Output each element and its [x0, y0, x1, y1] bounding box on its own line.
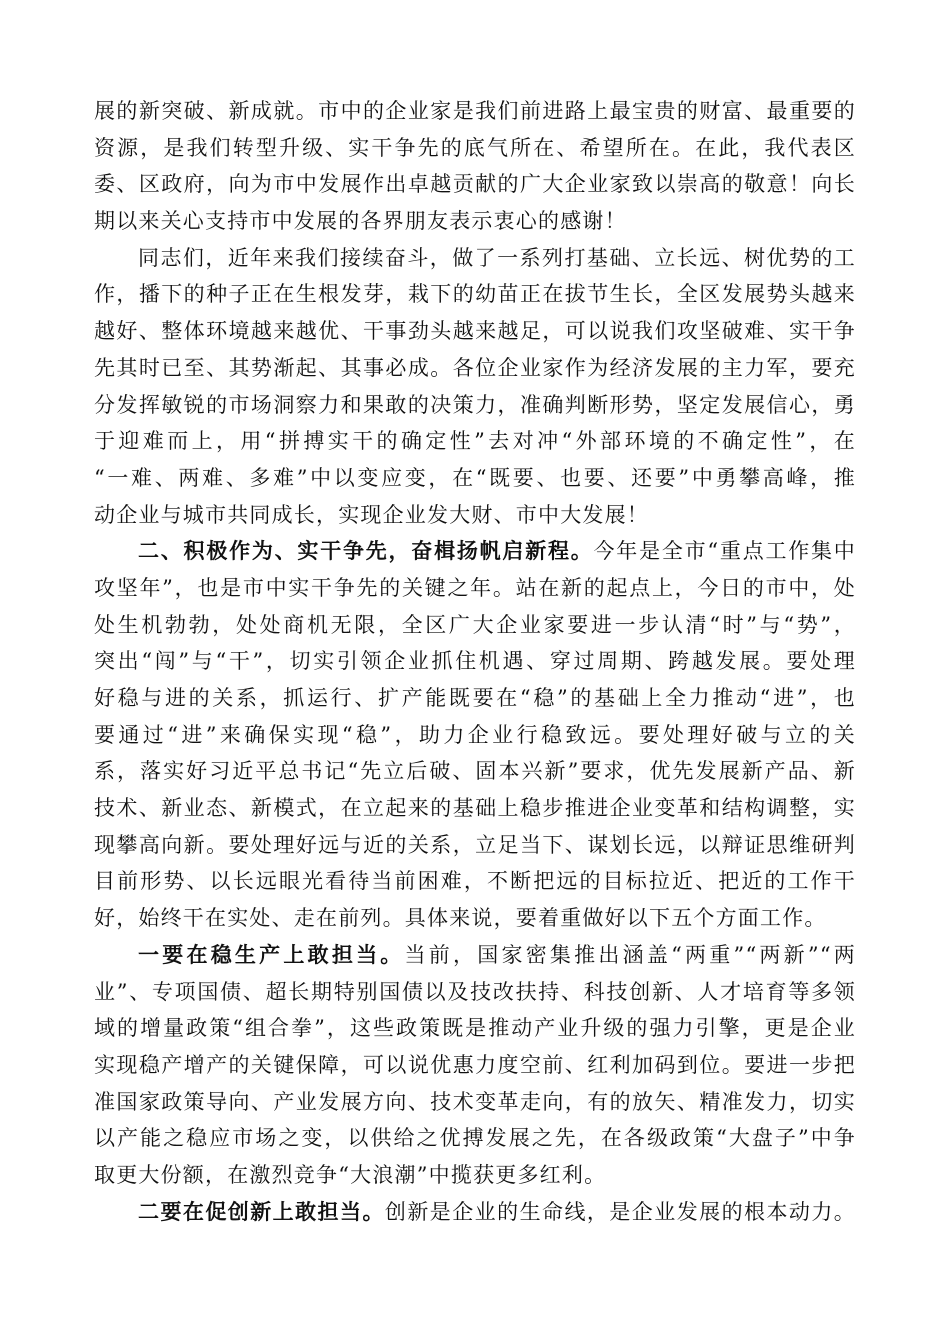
text-line: 要通过“进”来确保实现“稳”，助力企业行稳致远。要处理好破与立的关	[94, 722, 856, 747]
text-line: 于迎难而上，用“拼搏实干的确定性”去对冲“外部环境的不确定性”，在	[94, 429, 856, 454]
text-run: 创新是企业的生命线，是企业发展的根本动力。	[384, 1199, 856, 1224]
text-line: 处生机勃勃，处处商机无限，全区广大企业家要进一步认清“时”与“势”，	[94, 612, 856, 637]
text-line: 系，落实好习近平总书记“先立后破、固本兴新”要求，优先发展新产品、新	[94, 759, 856, 784]
text-line: 目前形势、以长远眼光看待当前困难，不断把远的目标拉近、把近的工作干	[94, 869, 856, 894]
text-line: 取更大份额，在激烈竞争“大浪潮”中揽获更多红利。	[94, 1162, 607, 1187]
subsection-heading: 二要在促创新上敢担当。	[138, 1198, 385, 1224]
text-line: 业”、专项国债、超长期特别国债以及技改扶持、科技创新、人才培育等多领	[94, 979, 856, 1004]
text-line: 实现稳产增产的关键保障，可以说优惠力度空前、红利加码到位。要进一步把	[94, 1052, 856, 1077]
text-line: 分发挥敏锐的市场洞察力和果敢的决策力，准确判断形势，坚定发展信心，勇	[94, 392, 856, 417]
text-line	[94, 1194, 856, 1231]
paragraph-2	[94, 240, 856, 534]
text-line: 突出“闯”与“干”，切实引领企业抓住机遇、穿过周期、跨越发展。要处理	[94, 649, 856, 674]
text-line: 期以来关心支持市中发展的各界朋友表示衷心的感谢！	[94, 209, 627, 234]
text-line: 以产能之稳应市场之变，以供给之优搏发展之先，在各级政策“大盘子”中争	[94, 1126, 856, 1151]
paragraph-1	[94, 93, 856, 240]
document-body	[94, 93, 856, 1230]
text-line: 准国家政策导向、产业发展方向、技术变革走向，有的放矢、精准发力，切实	[94, 1089, 856, 1114]
text-run: 今年是全市“重点工作集中	[593, 539, 856, 564]
text-line: 作，播下的种子正在生根发芽，栽下的幼苗正在拔节生长，全区发展势头越来	[94, 282, 856, 307]
text-line: 展的新突破、新成就。市中的企业家是我们前进路上最宝贵的财富、最重要的	[94, 99, 856, 123]
text-line: 好，始终干在实处、走在前列。具体来说，要着重做好以下五个方面工作。	[94, 906, 827, 931]
paragraph-3	[94, 533, 856, 937]
text-line: 现攀高向新。要处理好远与近的关系，立足当下、谋划长远，以辩证思维研判	[94, 832, 856, 857]
text-line	[94, 937, 856, 974]
text-line: 好稳与进的关系，抓运行、扩产能既要在“稳”的基础上全力推动“进”，也	[94, 686, 856, 710]
text-line: 域的增量政策“组合拳”，这些政策既是推动产业升级的强力引擎，更是企业	[94, 1016, 856, 1041]
text-line: 先其时已至、其势渐起、其事必成。各位企业家作为经济发展的主力军，要充	[94, 355, 856, 380]
text-line: 委、区政府，向为市中发展作出卓越贡献的广大企业家致以崇高的敬意！向长	[94, 172, 856, 197]
text-line: 攻坚年”，也是市中实干争先的关键之年。站在新的起点上，今日的市中，处	[94, 575, 856, 600]
text-run: 当前，国家密集推出涵盖“两重”“两新”“两	[404, 942, 856, 967]
text-line: 同志们，近年来我们接续奋斗，做了一系列打基础、立长远、树优势的工	[138, 245, 856, 270]
section-heading: 二、积极作为、实干争先，奋楫扬帆启新程。	[138, 538, 594, 564]
text-line	[94, 533, 856, 570]
subsection-heading: 一要在稳生产上敢担当。	[138, 941, 405, 967]
paragraph-4	[94, 937, 856, 1194]
text-line: 动企业与城市共同成长，实现企业发大财、市中大发展！	[94, 502, 649, 527]
text-line: 越好、整体环境越来越优、干事劲头越来越足，可以说我们攻坚破难、实干争	[94, 319, 856, 344]
paragraph-5	[94, 1194, 856, 1231]
text-line: 技术、新业态、新模式，在立起来的基础上稳步推进企业变革和结构调整，实	[94, 796, 856, 821]
text-line: 资源，是我们转型升级、实干争先的底气所在、希望所在。在此，我代表区	[94, 135, 856, 160]
text-line: “一难、两难、多难”中以变应变，在“既要、也要、还要”中勇攀高峰，推	[94, 465, 856, 490]
